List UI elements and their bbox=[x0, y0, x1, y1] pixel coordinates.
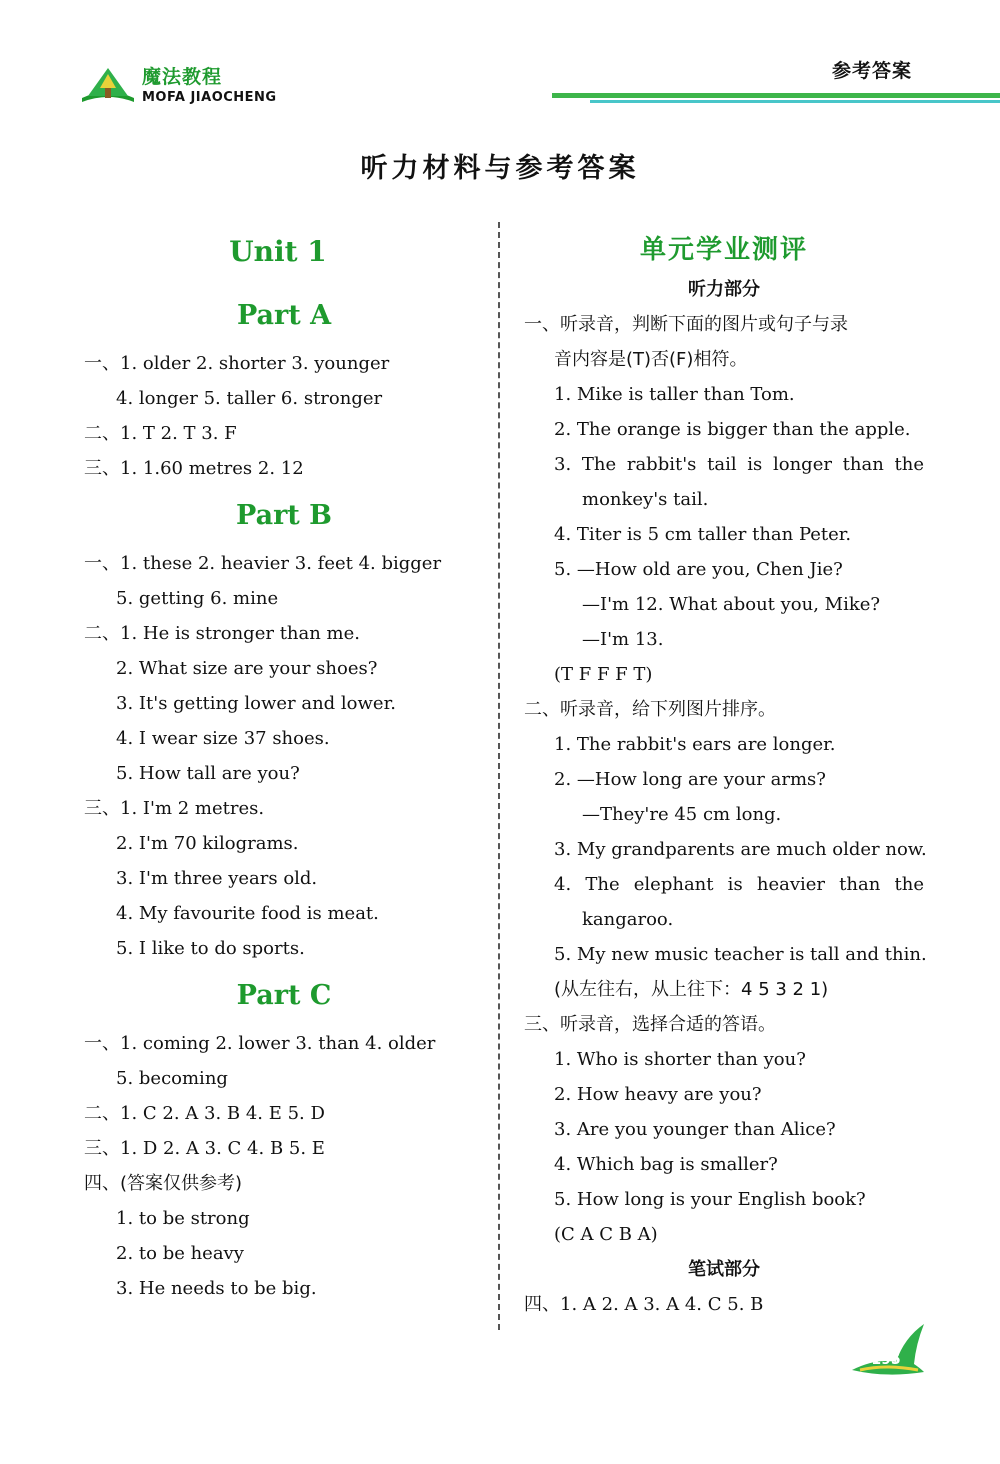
answer-row: (C A C B A) bbox=[554, 1224, 658, 1245]
question-row: 3. My grandparents are much older now. bbox=[554, 839, 927, 860]
answer-row: 4. I wear size 37 shoes. bbox=[116, 728, 330, 749]
question-row: 1. The rabbit's ears are longer. bbox=[554, 734, 836, 755]
answer-row: 一、1. coming 2. lower 3. than 4. older bbox=[84, 1033, 436, 1054]
answer-row: 5. How tall are you? bbox=[116, 763, 300, 784]
answer-row: 一、1. older 2. shorter 3. younger bbox=[84, 353, 390, 374]
question-row: —I'm 12. What about you, Mike? bbox=[582, 594, 881, 615]
answer-row: 3. He needs to be big. bbox=[116, 1278, 317, 1299]
page-title: 听力材料与参考答案 bbox=[360, 153, 640, 184]
answer-row: 三、1. 1.60 metres 2. 12 bbox=[84, 458, 304, 479]
question-row: —I'm 13. bbox=[582, 629, 664, 650]
answer-row: 2. to be heavy bbox=[116, 1243, 244, 1264]
question-row: 3. Are you younger than Alice? bbox=[554, 1119, 836, 1140]
answer-row: 4. My favourite food is meat. bbox=[116, 903, 379, 924]
header-rule-cyan bbox=[590, 100, 1000, 103]
answer-row: 2. What size are your shoes? bbox=[116, 658, 378, 679]
part-b-heading: Part B bbox=[236, 500, 332, 531]
question-row: monkey's tail. bbox=[582, 489, 709, 510]
question-row: 5. —How old are you, Chen Jie? bbox=[554, 559, 843, 580]
assessment-heading: 单元学业测评 bbox=[639, 235, 808, 265]
question-row: 5. My new music teacher is tall and thin. bbox=[554, 944, 927, 965]
answer-row: 二、1. C 2. A 3. B 4. E 5. D bbox=[84, 1103, 325, 1124]
section-title: 三、听录音，选择合适的答语。 bbox=[524, 1014, 776, 1035]
part-a-heading: Part A bbox=[236, 300, 332, 331]
left-column bbox=[84, 228, 484, 1306]
logo bbox=[78, 58, 308, 110]
answer-row: 5. becoming bbox=[116, 1068, 228, 1089]
question-row: kangaroo. bbox=[582, 909, 674, 930]
question-row: 4. Titer is 5 cm taller than Peter. bbox=[554, 524, 852, 545]
answer-row: 3. It's getting lower and lower. bbox=[116, 693, 396, 714]
question-row: 1. Mike is taller than Tom. bbox=[554, 384, 795, 405]
answer-row: 三、1. D 2. A 3. C 4. B 5. E bbox=[84, 1138, 325, 1159]
question-row: —They're 45 cm long. bbox=[582, 804, 782, 825]
section-title: 音内容是(T)否(F)相符。 bbox=[554, 349, 748, 370]
logo-english-text: MOFA JIAOCHENG bbox=[142, 90, 277, 105]
book-logo-icon bbox=[78, 58, 138, 106]
listening-heading: 听力部分 bbox=[688, 279, 760, 300]
question-row: 5. How long is your English book? bbox=[554, 1189, 866, 1210]
written-heading: 笔试部分 bbox=[688, 1259, 760, 1280]
answer-row: 四、(答案仅供参考) bbox=[84, 1173, 243, 1194]
question-row: 2. The orange is bigger than the apple. bbox=[554, 419, 911, 440]
wizard-hat-icon bbox=[846, 1318, 928, 1378]
answer-row: 2. I'm 70 kilograms. bbox=[116, 833, 299, 854]
answer-row: 二、1. T 2. T 3. F bbox=[84, 423, 237, 444]
question-row: 4. The elephant is heavier than the bbox=[554, 874, 924, 895]
unit-heading: Unit 1 bbox=[229, 235, 327, 268]
answer-row: 一、1. these 2. heavier 3. feet 4. bigger bbox=[84, 553, 442, 574]
answer-row: 5. getting 6. mine bbox=[116, 588, 279, 609]
right-column bbox=[524, 228, 927, 1322]
section-title: 二、听录音，给下列图片排序。 bbox=[524, 699, 776, 720]
question-row: 1. Who is shorter than you? bbox=[554, 1049, 806, 1070]
answer-row: 三、1. I'm 2 metres. bbox=[84, 798, 265, 819]
question-row: 4. Which bag is smaller? bbox=[554, 1154, 778, 1175]
page-number: 195 bbox=[871, 1352, 901, 1368]
question-row: 2. —How long are your arms? bbox=[554, 769, 826, 790]
answer-row: 3. I'm three years old. bbox=[116, 868, 318, 889]
header-label: 参考答案 bbox=[831, 60, 912, 82]
answer-row: 二、1. He is stronger than me. bbox=[84, 623, 361, 644]
answer-row: 1. to be strong bbox=[116, 1208, 250, 1229]
section-title: 一、听录音，判断下面的图片或句子与录 bbox=[524, 314, 848, 335]
answer-row: 5. I like to do sports. bbox=[116, 938, 305, 959]
question-row: 3. The rabbit's tail is longer than the bbox=[554, 454, 924, 475]
question-row: 2. How heavy are you? bbox=[554, 1084, 762, 1105]
answer-row: 4. longer 5. taller 6. stronger bbox=[116, 388, 383, 409]
answer-row: (T F F F T) bbox=[554, 664, 653, 685]
column-divider bbox=[498, 222, 500, 1330]
answer-row: 四、1. A 2. A 3. A 4. C 5. B bbox=[524, 1294, 764, 1315]
logo-chinese-text: 魔法教程 bbox=[142, 66, 223, 88]
answer-row: (从左往右，从上往下：4 5 3 2 1) bbox=[554, 979, 829, 1000]
header-rule-green bbox=[552, 93, 1000, 98]
part-c-heading: Part C bbox=[236, 980, 332, 1011]
